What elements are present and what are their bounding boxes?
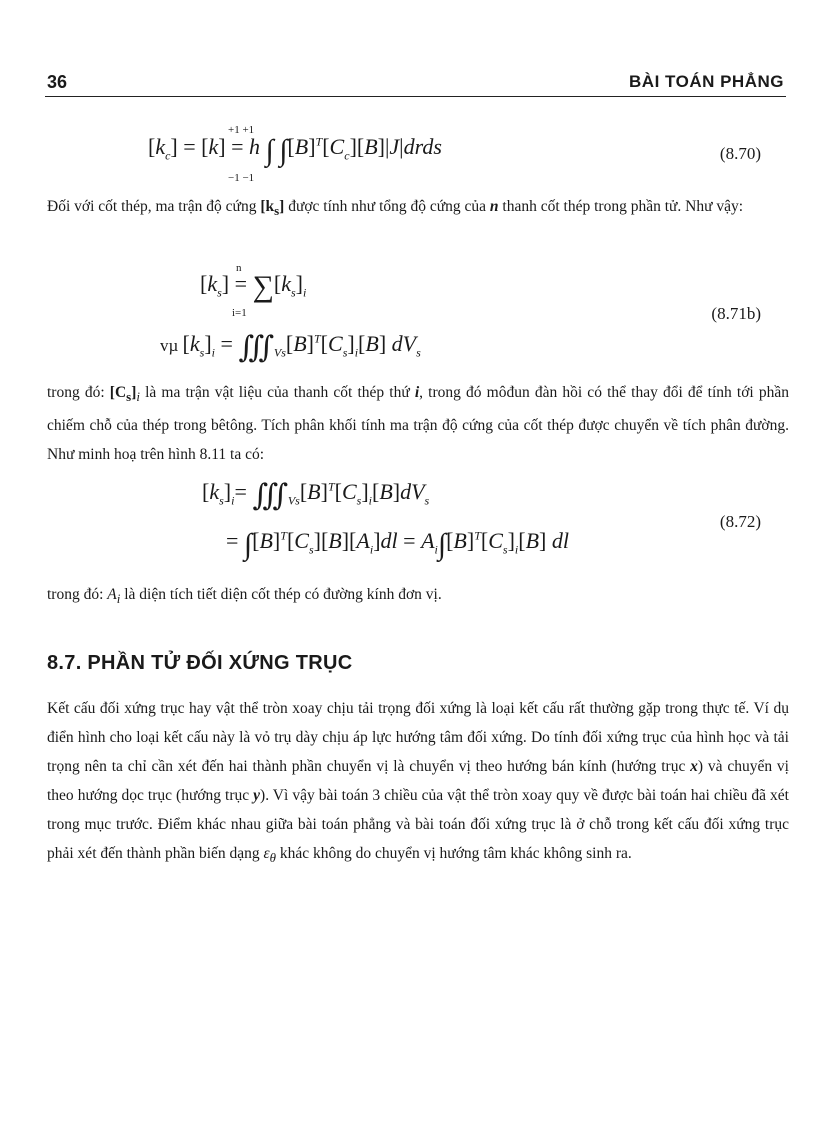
limit-lower: −1 −1 [228, 172, 255, 184]
page-number: 36 [47, 72, 68, 92]
running-title: BÀI TOÁN PHẲNG [629, 72, 784, 91]
equation-number: (8.70) [719, 144, 761, 163]
equation-8-71b-line2: vµ $[k_s]_i$ = $∭_{Vs}[B]^T[C_s]_i[B]$ $dV_s$ [160, 331, 421, 364]
section-body: Kết cấu đối xứng trục hay vật thể tròn xoay chịu tải trọng đối xứng là loại kết cấu rất thường gặp trong thực tế. Ví dụ điển hình cho loại kết cấu này là vỏ trụ dày chịu áp lực hướng tâm đối xứng. Do tính đối xứng trục của hình học và tải trọng nên ta chỉ cần xét đến hai thành phần chuyển vị là chuyển vị theo hướng bán kính (hướng trục x) và chuyển vị theo hướng dọc trục (hướng trục y). Vì vậy bài toán 3 chiều của vật thể tròn xoay quy về được bài toán hai chiều đã xét trong mục trước. Điểm khác nhau giữa bài toán phẳng và bài toán đối xứng trục là ở chỗ trong kết cấu đối xứng trục phải xét đến thành phần biến dạng $\varepsilon_\theta$ khác không do chuyển vị hướng tâm khác không sinh ra. [47, 700, 789, 866]
equation-8-72-line1: $[k_s]_i=$ $∭_{Vs}[B]^T[C_s]_i[B]dV_s$ [202, 479, 430, 512]
equation-8-70-body: $[k_c] = [k] = h$ ∫ $\int[B]^T[C_c][B]|J|drds$ [148, 134, 442, 167]
equation-number: (8.72) [719, 512, 761, 531]
equation-8-72-line2: = $\int[B]^T[C_s][B][A_i]dl = A_i\int[B]^T[C_s]_i[B]$ dl [226, 528, 569, 561]
equation-number: (8.71b) [711, 304, 761, 323]
section-heading: 8.7. PHẦN TỬ ĐỐI XỨNG TRỤC [47, 652, 353, 674]
paragraph-steel-stiffness: Đối với cốt thép, ma trận độ cứng $[k_s]$ được tính như tổng độ cứng của n thanh cốt thép trong phần tử. Như vậy: [47, 198, 744, 219]
limit-upper: +1 +1 [228, 124, 255, 136]
sum-lower-limit: i=1 [232, 307, 247, 319]
paragraph-area-definition: trong đó: $A_i$ là diện tích tiết diện cốt thép có đường kính đơn vị. [47, 586, 442, 607]
header-divider [45, 96, 786, 97]
equation-8-71b-line1: $[k_s] = \sum[k_s]_i$ [200, 270, 307, 303]
sum-upper-limit: n [236, 262, 242, 274]
paragraph-material-matrix: trong đó: $[C_s]_i$ là ma trận vật liệu của thanh cốt thép thứ i, trong đó môđun đàn hồi có thể thay đổi để tính tới phần chiếm chỗ của thép trong bêtông. Tích phân khối tính ma trận độ cứng của cốt thép được chuyển về tích phân đường. Như minh hoạ trên hình 8.11 ta có: [47, 384, 789, 464]
